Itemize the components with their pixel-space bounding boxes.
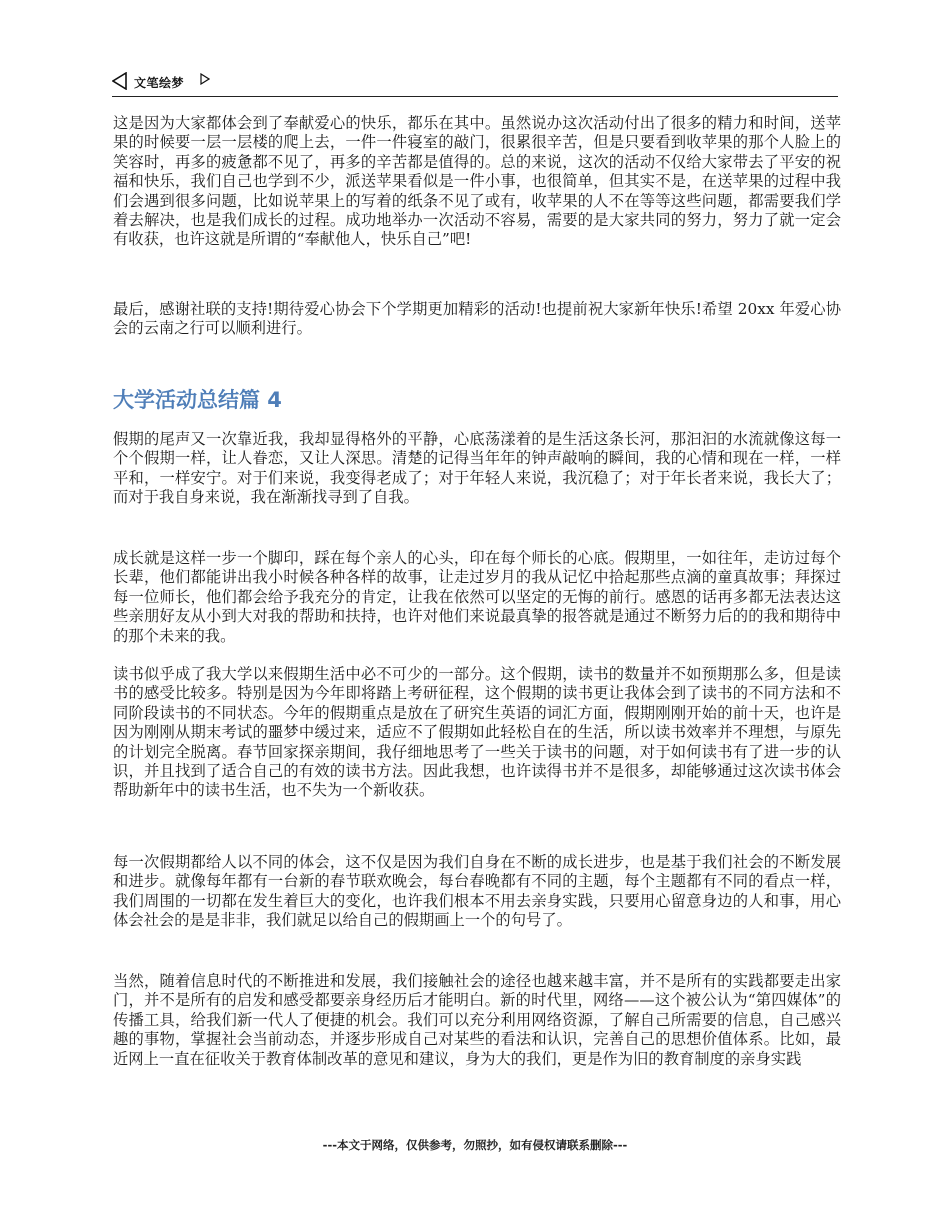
paragraph: 读书似乎成了我大学以来假期生活中必不可少的一部分。这个假期，读书的数量并不如预期那么多，但是读书的感受比较多。特别是因为今年即将踏上考研征程，这个假期的读书更让我体会到了读书的不同方法和不同阶段读书的不同状态。今年的假期重点是放在了研究生英语的词汇方面，假期刚刚开始的前十天，也许是因为刚刚从期末考试的噩梦中缓过来，适应不了假期如此轻松自在的生活，所以读书效率并不理想，与原先的计划完全脱离。春节回家探亲期间，我仔细地思考了一些关于读书的问题，对于如何读书有了进一步的认识，并且找到了适合自己的有效的读书方法。因此我想，也许读得书并不是很多，却能够通过这次读书体会帮助新年中的读书生活，也不失为一个新收获。 [113, 665, 841, 800]
triangle-right-icon [200, 73, 210, 85]
header-title: 文笔绘梦 [134, 76, 185, 90]
paragraph: 每一次假期都给人以不同的体会，这不仅是因为我们自身在不断的成长进步，也是基于我们社会的不断发展和进步。就像每年都有一台新的春节联欢晚会，每台春晚都有不同的主题，每个主题都有不同的看点一样，我们周围的一切都在发生着巨大的变化，也许我们根本不用去亲身实践，只要用心留意身边的人和事，用心体会社会的是是非非，我们就足以给自己的假期画上一个的句号了。 [113, 853, 841, 930]
paragraph: 最后，感谢社联的支持!期待爱心协会下个学期更加精彩的活动!也提前祝大家新年快乐!希望 20xx 年爱心协会的云南之行可以顺利进行。 [113, 300, 841, 338]
section-heading: 大学活动总结篇 4 [113, 388, 282, 412]
triangle-left-icon [112, 72, 128, 90]
page-header [112, 72, 838, 97]
paragraph: 成长就是这样一步一个脚印，踩在每个亲人的心头，印在每个师长的心底。假期里，一如往年，走访过每个长辈，他们都能讲出我小时候各种各样的故事，让走过岁月的我从记忆中拾起那些点滴的童真故事；拜探过每一位师长，他们都会给予我充分的肯定，让我在依然可以坚定的无悔的前行。感恩的话再多都无法表达这些亲朋好友从小到大对我的帮助和扶持，也许对他们来说最真挚的报答就是通过不断努力后的的我和期待中的那个未来的我。 [113, 549, 841, 645]
paragraph: 当然，随着信息时代的不断推进和发展，我们接触社会的途径也越来越丰富，并不是所有的实践都要走出家门，并不是所有的启发和感受都要亲身经历后才能明白。新的时代里，网络——这个被公认为“第四媒体”的传播工具，给我们新一代人了便捷的机会。我们可以充分利用网络资源，了解自己所需要的信息，自己感兴趣的事物，掌握社会当前动态，并逐步形成自己对某些的看法和认识，完善自己的思想价值体系。比如，最近网上一直在征收关于教育体制改革的意见和建议，身为大的我们，更是作为旧的教育制度的亲身实践 [113, 972, 841, 1068]
paragraph: 假期的尾声又一次靠近我，我却显得格外的平静，心底荡漾着的是生活这条长河，那汩汩的水流就像这每一个个假期一样，让人眷恋，又让人深思。清楚的记得当年年的钟声敲响的瞬间，我的心情和现在一样，一样平和，一样安宁。对于们来说，我变得老成了；对于年轻人来说，我沉稳了；对于年长者来说，我长大了；而对于我自身来说，我在渐渐找寻到了自我。 [113, 430, 841, 507]
paragraph: 这是因为大家都体会到了奉献爱心的快乐，都乐在其中。虽然说办这次活动付出了很多的精力和时间，送苹果的时候要一层一层楼的爬上去，一件一件寝室的敲门，很累很辛苦，但是只要看到收苹果的那个人脸上的笑容时，再多的疲惫都不见了，再多的辛苦都是值得的。总的来说，这次的活动不仅给大家带去了平安的祝福和快乐，我们自己也学到不少，派送苹果看似是一件小事，也很简单，但其实不是，在送苹果的过程中我们会遇到很多问题，比如说苹果上的写着的纸条不见了或有，收苹果的人不在等等这些问题，都需要我们学着去解决，也是我们成长的过程。成功地举办一次活动不容易，需要的是大家共同的努力，努力了就一定会有收获，也许这就是所谓的“奉献他人，快乐自己”吧! [113, 114, 841, 249]
page-footer: ---本文于网络，仅供参考，勿照抄，如有侵权请联系删除--- [322, 1138, 628, 1152]
